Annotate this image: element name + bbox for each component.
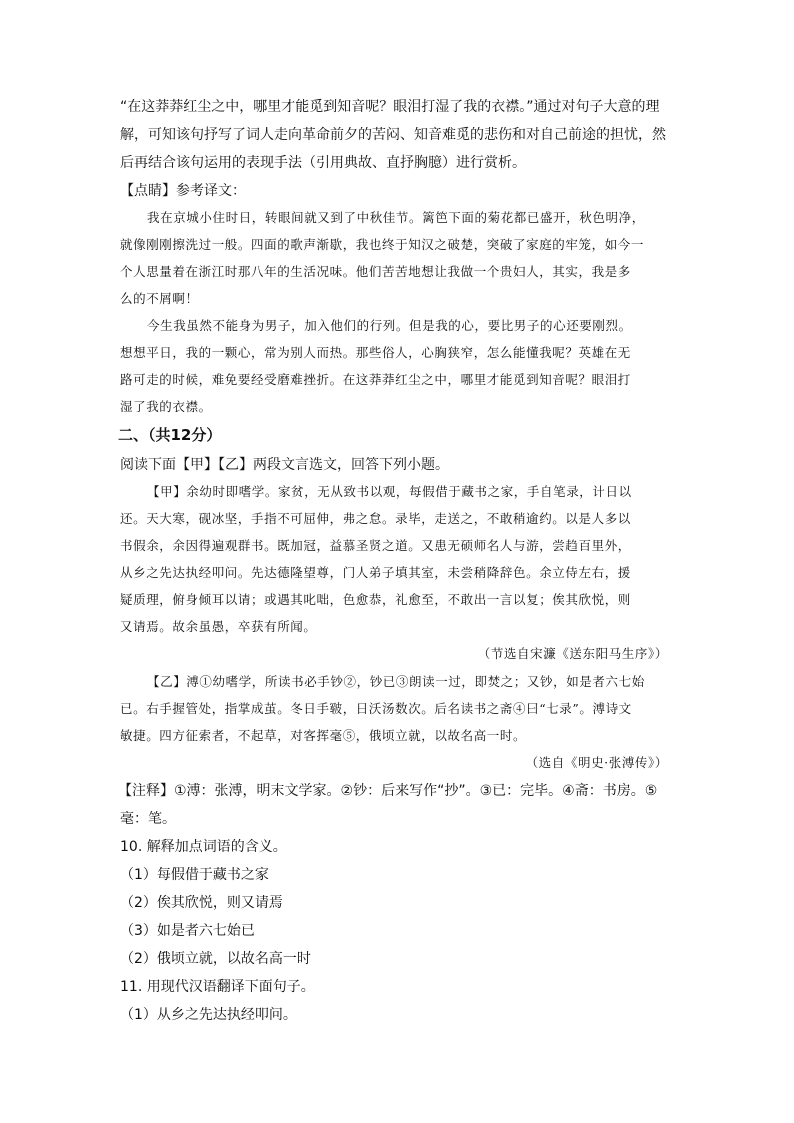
dianjing-label: 【点睛】参考译文： — [120, 183, 246, 199]
question-item: （3）如是者六七始已 — [120, 923, 255, 939]
passage-line: 又请焉。故余虽愚，卒获有所闻。 — [120, 619, 317, 634]
passage-line: 【甲】余幼时即嗜学。家贫，无从致书以观，每假借于藏书之家，手自笔录，计日以 — [147, 484, 632, 499]
translation-line: 想想平日，我的一颗心，常为别人而热。那些俗人，心胸狭窄，怎么能懂我呢？英雄在无 — [120, 345, 631, 360]
notes-line: 毫：笔。 — [120, 811, 176, 827]
section-instruction: 阅读下面【甲】【乙】两段文言选文，回答下列小题。 — [120, 457, 449, 473]
translation-line: 路可走的时候，难免要经受磨难挫折。在这莽莽红尘之中，哪里才能觅到知音呢？眼泪打 — [120, 372, 631, 387]
question-item: （1）每假借于藏书之家 — [120, 867, 269, 883]
question-title: 10. 解释加点词语的含义。 — [120, 839, 287, 855]
translation-line: 么的不屑啊！ — [120, 291, 199, 306]
passage-line: 敏捷。四方征索者，不起草，对客挥毫⑤，俄顷立就，以故名高一时。 — [120, 728, 527, 743]
notes-line: 【注释】①溥：张溥，明末文学家。②钞：后来写作“抄”。③已：完毕。④斋：书房。⑤ — [118, 783, 658, 799]
translation-line: 今生我虽然不能身为男子，加入他们的行列。但是我的心，要比男子的心还要刚烈。 — [147, 318, 632, 333]
question-item: （2）俟其欣悦，则又请焉 — [120, 895, 283, 911]
section-heading: 二、（共12分） — [118, 426, 222, 444]
question-title: 11. 用现代汉语翻译下面句子。 — [120, 979, 315, 995]
passage-line: 【乙】溥①幼嗜学，所读书必手钞②，钞已③朗读一过，即焚之；又钞，如是者六七始 — [147, 674, 645, 689]
passage-line: 还。天大寒，砚冰坚，手指不可屈伸，弗之怠。录毕，走送之，不敢稍逾约。以是人多以 — [120, 511, 631, 526]
translation-line: 我在京城小住时日，转眼间就又到了中秋佳节。篱笆下面的菊花都已盛开，秋色明净， — [147, 210, 645, 225]
translation-line: 个人思量着在浙江时那八年的生活况味。他们苦苦地想让我做一个贵妇人，其实，我是多 — [120, 264, 631, 279]
question-item: （2）俄顷立就，以故名高一时 — [120, 951, 311, 967]
translation-line: 就像刚刚擦洗过一般。四面的歌声渐歇，我也终于知汉之破楚，突破了家庭的牢笼，如今一 — [120, 237, 645, 252]
passage-source: （节选自宋濂《送东阳马生序》） — [477, 646, 668, 661]
passage-line: 已。右手握管处，指掌成茧。冬日手皲，日沃汤数次。后名读书之斋④曰“七录”。溥诗文 — [120, 701, 632, 716]
passage-source: （选自《明史·张溥传》） — [525, 755, 668, 770]
question-item: （1）从乡之先达执经叩问。 — [120, 1007, 297, 1023]
passage-line: 从乡之先达执经叩问。先达德隆望尊，门人弟子填其室，未尝稍降辞色。余立侍左右，援 — [120, 565, 631, 580]
translation-line: 湿了我的衣襟。 — [120, 399, 212, 414]
analysis-line: 解，可知该句抒写了词人走向革命前夕的苦闷、知音难觅的悲伤和对自己前途的担忧，然 — [120, 127, 666, 143]
passage-line: 书假余，余因得遍观群书。既加冠，益慕圣贤之道。又患无硕师名人与游，尝趋百里外， — [120, 538, 631, 553]
passage-line: 疑质理，俯身倾耳以请；或遇其叱咄，色愈恭，礼愈至，不敢出一言以复；俟其欣悦，则 — [120, 592, 631, 607]
analysis-line: “在这莽莽红尘之中，哪里才能觅到知音呢？眼泪打湿了我的衣襟。”通过对句子大意的理 — [120, 99, 660, 115]
analysis-line: 后再结合该句运用的表现手法（引用典故、直抒胸臆）进行赏析。 — [120, 155, 526, 171]
